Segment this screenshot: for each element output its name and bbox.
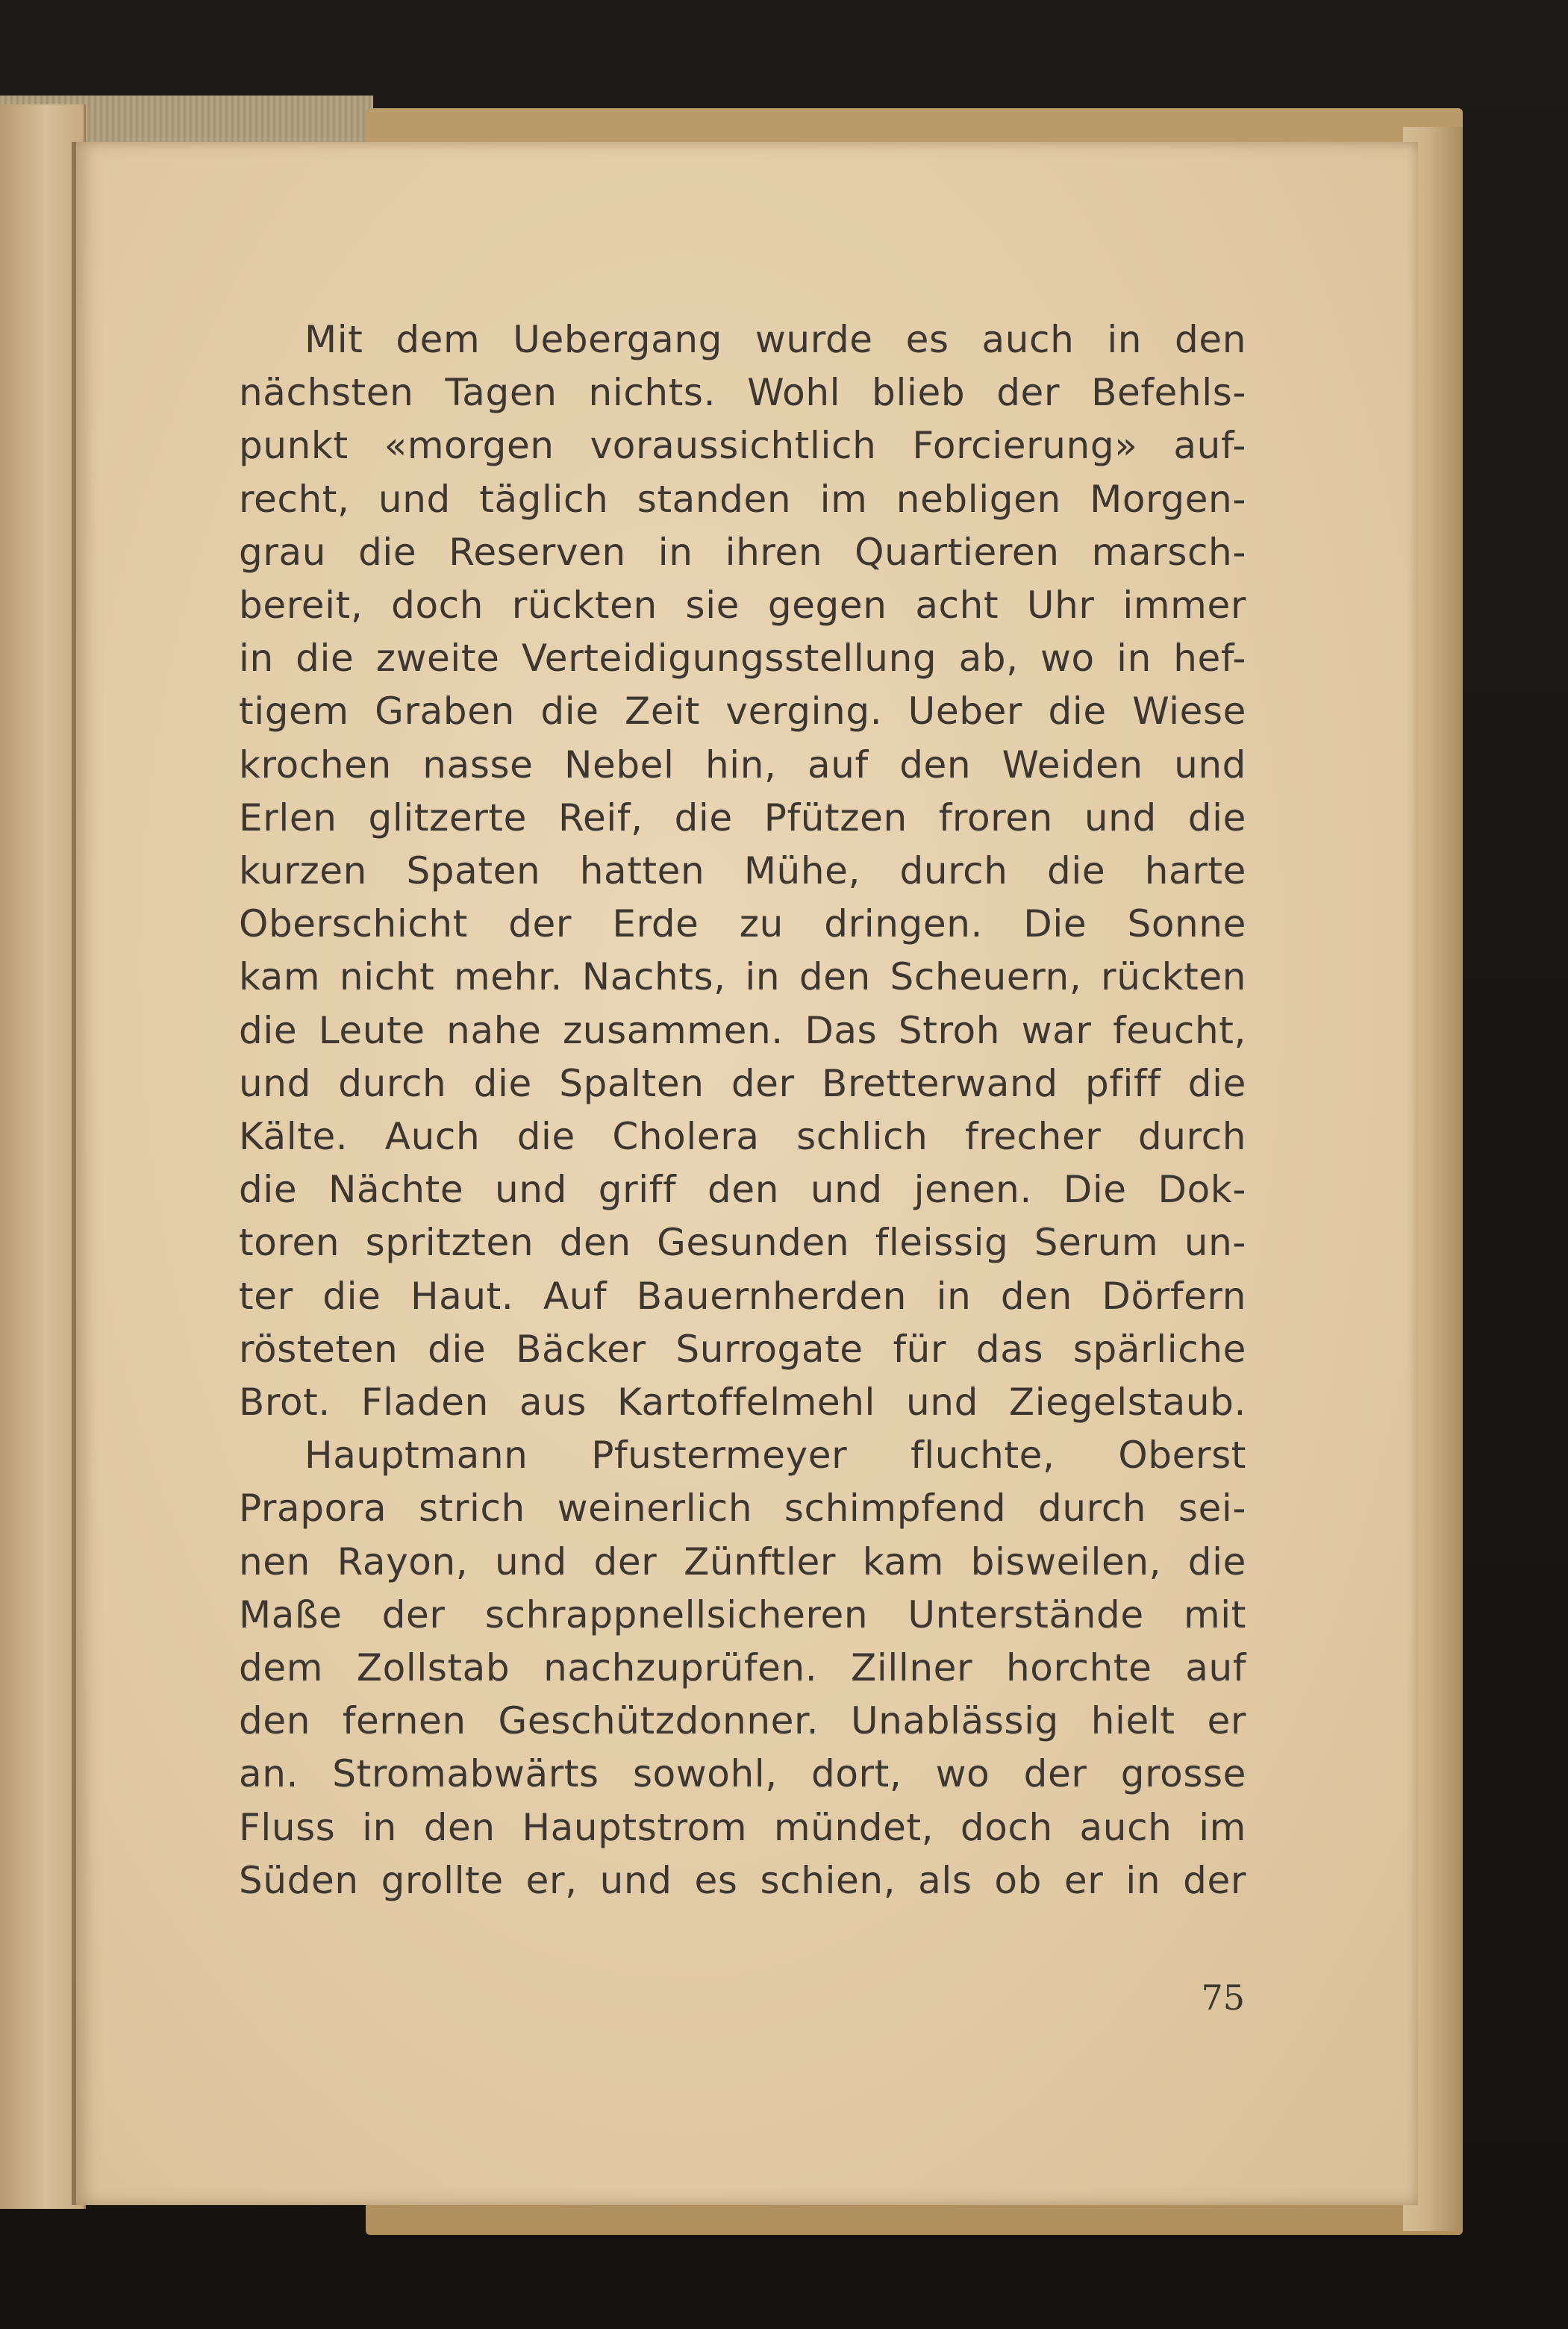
text-line: Mit dem Uebergang wurde es auch in den bbox=[304, 318, 1246, 361]
text-line: dem Zollstab nachzuprüfen. Zillner horchte auf bbox=[239, 1646, 1246, 1690]
body-text bbox=[239, 313, 1246, 1907]
text-line: in die zweite Verteidigungsstellung ab, wo in hef- bbox=[239, 637, 1246, 681]
text-line: punkt «morgen voraussichtlich Forcierung» auf- bbox=[239, 424, 1246, 468]
text-line: an. Stromabwärts sowohl, dort, wo der grosse bbox=[239, 1752, 1246, 1796]
text-line: rösteten die Bäcker Surrogate für das spärliche bbox=[239, 1327, 1246, 1371]
text-line: Süden grollte er, und es schien, als ob er in der bbox=[239, 1858, 1246, 1902]
text-line: nächsten Tagen nichts. Wohl blieb der Befehls- bbox=[239, 371, 1246, 415]
text-line: ter die Haut. Auf Bauernherden in den Dörfern bbox=[239, 1274, 1246, 1318]
page-number: 75 bbox=[1201, 1978, 1245, 2018]
text-line: kam nicht mehr. Nachts, in den Scheuern, rückten bbox=[239, 955, 1246, 999]
text-line: Hauptmann Pfustermeyer fluchte, Oberst bbox=[304, 1434, 1246, 1478]
text-line: grau die Reserven in ihren Quartieren marsch- bbox=[239, 530, 1246, 574]
text-line: und durch die Spalten der Bretterwand pfiff die bbox=[239, 1061, 1246, 1105]
text-line: Fluss in den Hauptstrom mündet, doch auch im bbox=[239, 1805, 1246, 1849]
text-line: Erlen glitzerte Reif, die Pfützen froren und die bbox=[239, 795, 1246, 840]
page-gutter bbox=[72, 142, 76, 2205]
text-line: toren spritzten den Gesunden fleissig Serum un- bbox=[239, 1221, 1246, 1265]
text-line: tigem Graben die Zeit verging. Ueber die Wiese bbox=[239, 690, 1246, 734]
text-line: Oberschicht der Erde zu dringen. Die Sonne bbox=[239, 902, 1246, 946]
text-line: Maße der schrappnellsicheren Unterstände mit bbox=[239, 1592, 1246, 1636]
text-line: bereit, doch rückten sie gegen acht Uhr immer bbox=[239, 584, 1246, 628]
text-line: nen Rayon, und der Zünftler kam bisweilen, die bbox=[239, 1539, 1246, 1584]
text-line: den fernen Geschützdonner. Unablässig hielt er bbox=[239, 1699, 1246, 1743]
text-line: Brot. Fladen aus Kartoffelmehl und Ziegelstaub. bbox=[239, 1381, 1246, 1425]
text-line: die Leute nahe zusammen. Das Stroh war feucht, bbox=[239, 1008, 1246, 1052]
text-line: Prapora strich weinerlich schimpfend durch sei- bbox=[239, 1487, 1246, 1531]
text-line: recht, und täglich standen im nebligen Morgen- bbox=[239, 477, 1246, 521]
text-line: krochen nasse Nebel hin, auf den Weiden und bbox=[239, 743, 1246, 787]
text-line: Kälte. Auch die Cholera schlich frecher durch bbox=[239, 1115, 1246, 1159]
text-line: kurzen Spaten hatten Mühe, durch die harte bbox=[239, 849, 1246, 893]
text-line: die Nächte und griff den und jenen. Die Dok- bbox=[239, 1168, 1246, 1212]
